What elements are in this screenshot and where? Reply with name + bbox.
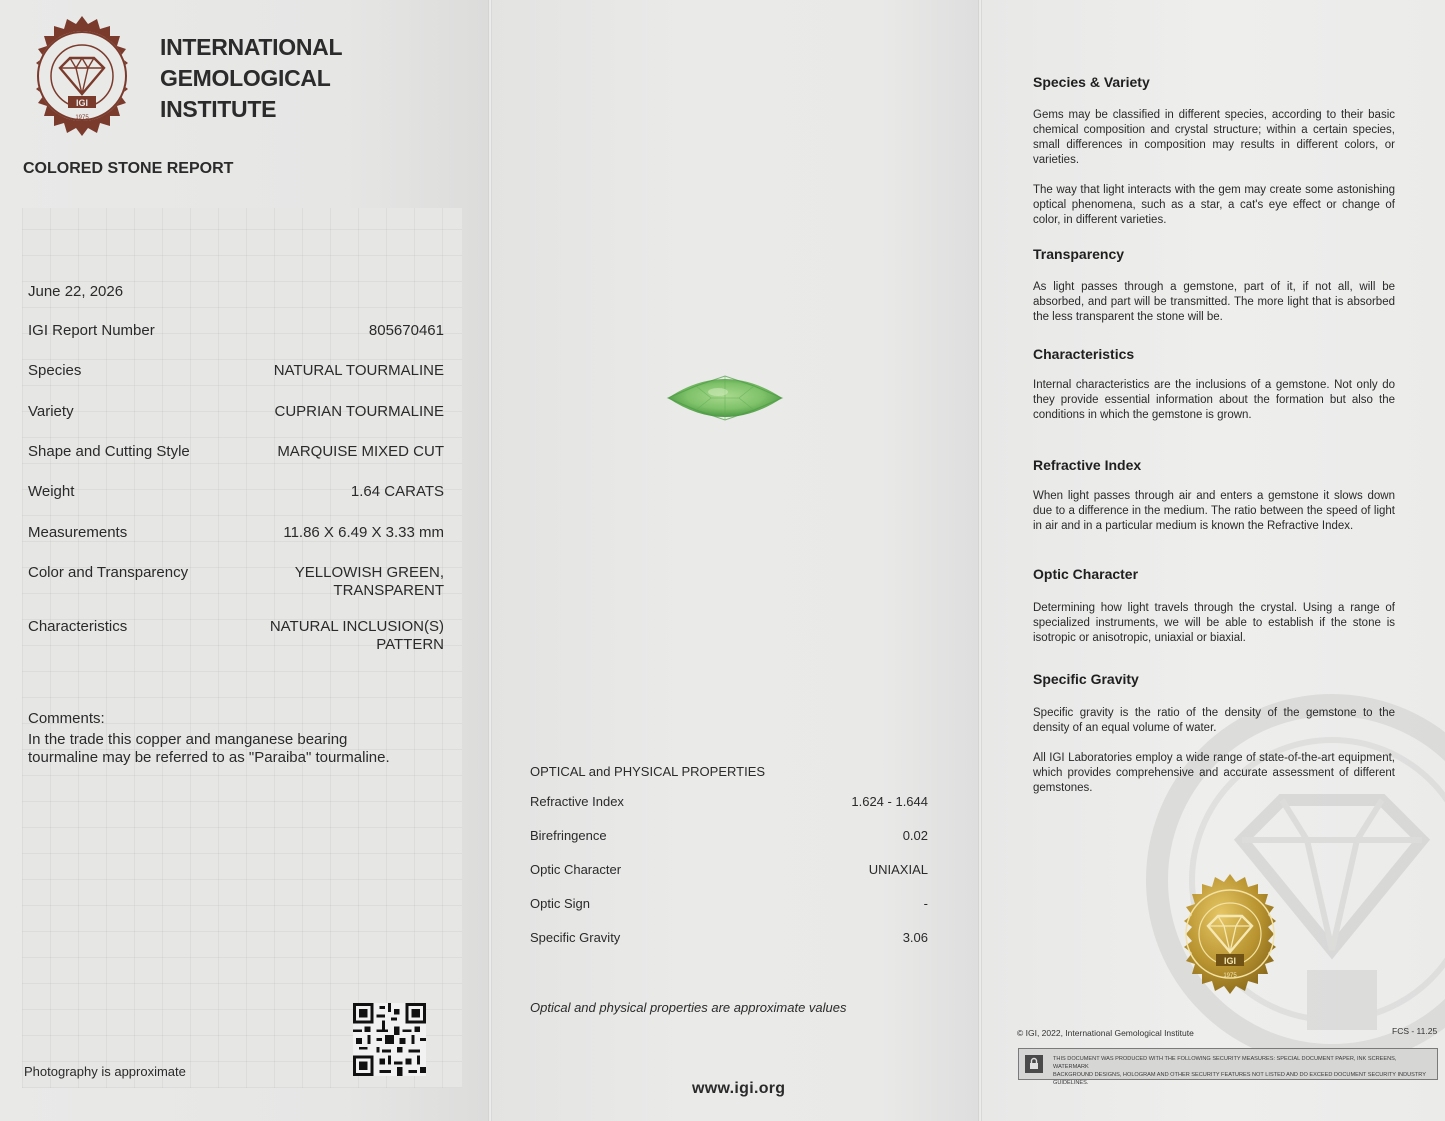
property-value: 0.02	[902, 828, 928, 843]
property-label: Specific Gravity	[530, 930, 621, 945]
svg-text:IGI: IGI	[1223, 956, 1237, 966]
igi-seal-logo-icon	[20, 14, 144, 138]
copyright-text: © IGI, 2022, International Gemological Institute	[1017, 1028, 1194, 1038]
row-label: Species	[28, 362, 82, 379]
report-date: June 22, 2026	[28, 283, 124, 300]
property-label: Optic Character	[530, 862, 622, 877]
property-label: Refractive Index	[530, 794, 624, 809]
properties-title: OPTICAL and PHYSICAL PROPERTIES	[530, 764, 766, 779]
gold-igi-seal-icon	[1168, 872, 1292, 996]
row-value: NATURAL TOURMALINE	[273, 362, 444, 379]
brand-name	[160, 32, 342, 125]
row-value-line-2: TRANSPARENT	[333, 582, 444, 599]
property-label: Optic Sign	[530, 896, 590, 911]
row-value: CUPRIAN TOURMALINE	[274, 403, 444, 420]
row-value-line-2: PATTERN	[376, 636, 444, 653]
section-text: Gems may be classified in different species, according to their basic chemical composition and crystal structure; within a certain species, small differences in composition may results in different colors, or varieties.	[1033, 109, 1395, 166]
property-label: Birefringence	[530, 828, 607, 843]
row-value-line-1: YELLOWISH GREEN,	[294, 564, 444, 581]
row-label: Characteristics	[28, 618, 128, 635]
section-heading-characteristics: Characteristics	[1033, 346, 1135, 362]
row-value-line-1: NATURAL INCLUSION(S)	[269, 618, 444, 635]
report-middle-panel	[492, 0, 978, 1121]
property-value: UNIAXIAL	[868, 862, 928, 877]
row-value: 1.64 CARATS	[350, 483, 444, 500]
security-text	[1053, 1055, 1433, 1087]
section-heading-refractive-index: Refractive Index	[1033, 457, 1142, 473]
report-back-panel	[982, 0, 1445, 1121]
security-line-1: THIS DOCUMENT WAS PRODUCED WITH THE FOLLOWING SECURITY MEASURES: SPECIAL DOCUMENT PAPER, INK SCREENS, WATERMARK	[1053, 1056, 1397, 1070]
lock-icon	[1025, 1055, 1043, 1073]
photography-note: Photography is approximate	[24, 1064, 186, 1079]
brand-line-2: GEMOLOGICAL	[160, 65, 331, 91]
gemstone-photo	[666, 366, 784, 430]
security-notice	[1018, 1048, 1438, 1086]
row-label: Variety	[28, 403, 74, 420]
security-line-2: BACKGROUND DESIGNS, HOLOGRAM AND OTHER SECURITY FEATURES NOT LISTED AND DO EXCEED DOCUMENT SECURITY INDUSTRY GUIDELINES.	[1053, 1072, 1426, 1086]
section-heading-transparency: Transparency	[1033, 246, 1125, 262]
section-text: The way that light interacts with the gem may create some astonishing optical phenomena, such as a star, a cat's eye effect or change of color, in different varieties.	[1033, 184, 1395, 226]
row-value: 805670461	[368, 322, 444, 339]
brand-line-3: INSTITUTE	[160, 96, 277, 122]
svg-text:IGI: IGI	[75, 98, 89, 108]
svg-text:1975: 1975	[1223, 973, 1237, 979]
row-value: 11.86 X 6.49 X 3.33 mm	[283, 524, 444, 541]
row-value	[295, 564, 444, 600]
section-heading-specific-gravity: Specific Gravity	[1033, 671, 1139, 687]
section-heading-species-variety: Species & Variety	[1033, 74, 1150, 90]
report-title: COLORED STONE REPORT	[23, 160, 234, 177]
row-value: MARQUISE MIXED CUT	[277, 443, 444, 460]
approximate-values-note: Optical and physical properties are approximate values	[530, 1000, 847, 1015]
property-value: 3.06	[902, 930, 928, 945]
svg-text:1975: 1975	[75, 115, 89, 121]
row-label: Color and Transparency	[28, 564, 189, 581]
row-label: Shape and Cutting Style	[28, 443, 190, 460]
property-value: 1.624 - 1.644	[851, 794, 928, 809]
row-label: Weight	[28, 483, 75, 500]
row-label: Measurements	[28, 524, 128, 541]
brand-line-1: INTERNATIONAL	[160, 34, 343, 60]
section-text: All IGI Laboratories employ a wide range of state-of-the-art equipment, which provides comprehensive and accurate assessment of different gemstones.	[1033, 752, 1395, 794]
comments-label: Comments:	[28, 710, 105, 727]
form-code: FCS - 11.25	[1392, 1026, 1438, 1036]
comments-line-2: tourmaline may be referred to as "Paraiba" tourmaline.	[28, 749, 390, 766]
section-text: Determining how light travels through the crystal. Using a range of specialized instruments, we will be able to establish if the stone is isotropic or anisotropic, uniaxial or biaxial.	[1033, 602, 1395, 644]
section-text: Internal characteristics are the inclusions of a gemstone. Not only do they provide essential information about the formation but also the conditions in which the gemstone is grown.	[1033, 379, 1395, 421]
qr-code-icon[interactable]	[353, 1003, 426, 1076]
section-text: As light passes through a gemstone, part of it, if not all, will be absorbed, and part will be transmitted. The more light that is absorbed the less transparent the stone will be.	[1033, 281, 1395, 323]
row-label: IGI Report Number	[28, 322, 155, 339]
section-heading-optic-character: Optic Character	[1033, 566, 1139, 582]
row-value	[270, 618, 444, 654]
section-text: Specific gravity is the ratio of the density of the gemstone to the density of an equal volume of water.	[1033, 707, 1395, 734]
comments-line-1: In the trade this copper and manganese bearing	[28, 731, 348, 748]
website-link[interactable]: www.igi.org	[692, 1080, 786, 1097]
section-text: When light passes through air and enters a gemstone it slows down due to a difference in the medium. The ratio between the speed of light in air and in a particular medium is known the Refractive Index.	[1033, 490, 1395, 532]
comments-text	[28, 731, 448, 767]
property-value: -	[923, 896, 928, 911]
report-front-panel	[0, 0, 488, 1121]
